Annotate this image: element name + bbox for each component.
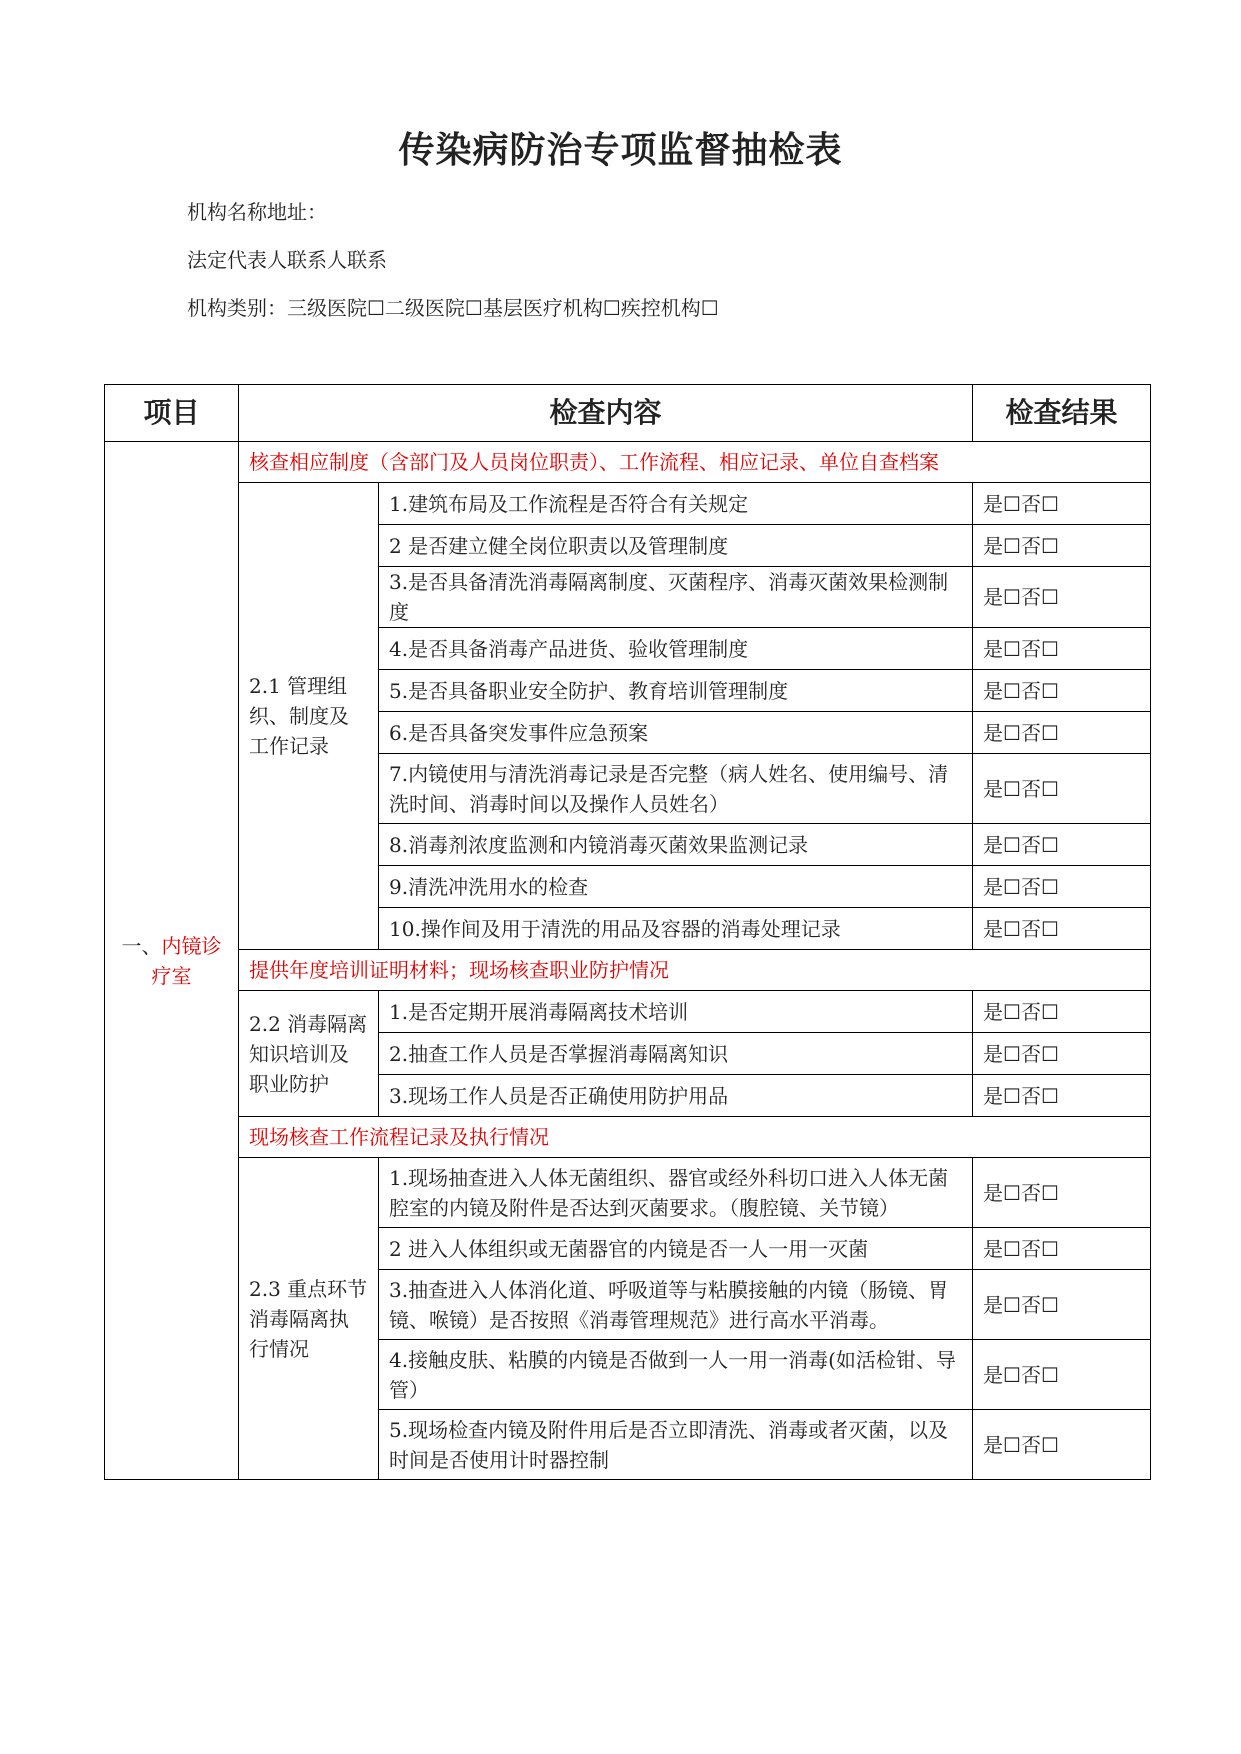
result-checkbox[interactable]: 是☐否☐ [973,866,1151,908]
result-checkbox[interactable]: 是☐否☐ [973,1075,1151,1117]
check-item: 5.现场检查内镜及附件用后是否立即清洗、消毒或者灭菌，以及时间是否使用计时器控制 [379,1410,973,1480]
result-checkbox[interactable]: 是☐否☐ [973,824,1151,866]
institution-category: 机构类别：三级医院☐二级医院☐基层医疗机构☐疾控机构☐ [187,296,719,320]
section-heading: 现场核查工作流程记录及执行情况 [239,1117,1151,1158]
header-project: 项目 [105,385,239,442]
result-checkbox[interactable]: 是☐否☐ [973,1228,1151,1270]
result-checkbox[interactable]: 是☐否☐ [973,525,1151,567]
subcategory-cell: 2.3 重点环节消毒隔离执行情况 [239,1158,379,1480]
check-item: 3.现场工作人员是否正确使用防护用品 [379,1075,973,1117]
header-result: 检查结果 [973,385,1151,442]
result-checkbox[interactable]: 是☐否☐ [973,483,1151,525]
check-item: 1.是否定期开展消毒隔离技术培训 [379,991,973,1033]
check-item: 3.是否具备清洗消毒隔离制度、灭菌程序、消毒灭菌效果检测制度 [379,567,973,628]
result-checkbox[interactable]: 是☐否☐ [973,991,1151,1033]
check-item: 2.抽查工作人员是否掌握消毒隔离知识 [379,1033,973,1075]
institution-name-address: 机构名称地址： [187,200,327,224]
legal-representative-contact: 法定代表人联系人联系 [187,248,387,272]
check-item: 10.操作间及用于清洗的用品及容器的消毒处理记录 [379,908,973,950]
category-prefix: 一、 [121,933,162,958]
result-checkbox[interactable]: 是☐否☐ [973,1033,1151,1075]
header-content: 检查内容 [239,385,973,442]
check-item: 2 进入人体组织或无菌器官的内镜是否一人一用一灭菌 [379,1228,973,1270]
result-checkbox[interactable]: 是☐否☐ [973,1340,1151,1410]
check-item: 4.接触皮肤、粘膜的内镜是否做到一人一用一消毒(如活检钳、导管） [379,1340,973,1410]
table-header-row [105,385,1151,442]
section-heading: 提供年度培训证明材料；现场核查职业防护情况 [239,950,1151,991]
result-checkbox[interactable]: 是☐否☐ [973,754,1151,824]
check-item: 4.是否具备消毒产品进货、验收管理制度 [379,628,973,670]
section-heading: 核查相应制度（含部门及人员岗位职责）、工作流程、相应记录、单位自查档案 [239,442,1151,483]
category-name: 内镜诊疗室 [151,933,222,988]
subcategory-cell: 2.1 管理组织、制度及工作记录 [239,483,379,950]
check-item: 6.是否具备突发事件应急预案 [379,712,973,754]
page-title: 传染病防治专项监督抽检表 [398,129,843,171]
inspection-table [104,384,1151,1480]
result-checkbox[interactable]: 是☐否☐ [973,628,1151,670]
check-item: 1.建筑布局及工作流程是否符合有关规定 [379,483,973,525]
check-item: 5.是否具备职业安全防护、教育培训管理制度 [379,670,973,712]
check-item: 1.现场抽查进入人体无菌组织、器官或经外科切口进入人体无菌腔室的内镜及附件是否达到灭菌要求。（腹腔镜、关节镜） [379,1158,973,1228]
subcategory-cell: 2.2 消毒隔离知识培训及职业防护 [239,991,379,1117]
result-checkbox[interactable]: 是☐否☐ [973,908,1151,950]
result-checkbox[interactable]: 是☐否☐ [973,1270,1151,1340]
check-item: 8.消毒剂浓度监测和内镜消毒灭菌效果监测记录 [379,824,973,866]
result-checkbox[interactable]: 是☐否☐ [973,1410,1151,1480]
category-cell [105,442,239,1480]
result-checkbox[interactable]: 是☐否☐ [973,712,1151,754]
result-checkbox[interactable]: 是☐否☐ [973,1158,1151,1228]
result-checkbox[interactable]: 是☐否☐ [973,567,1151,628]
check-item: 2 是否建立健全岗位职责以及管理制度 [379,525,973,567]
check-item: 3.抽查进入人体消化道、呼吸道等与粘膜接触的内镜（肠镜、胃镜、喉镜）是否按照《消毒管理规范》进行高水平消毒。 [379,1270,973,1340]
result-checkbox[interactable]: 是☐否☐ [973,670,1151,712]
check-item: 7.内镜使用与清洗消毒记录是否完整（病人姓名、使用编号、清洗时间、消毒时间以及操作人员姓名） [379,754,973,824]
check-item: 9.清洗冲洗用水的检查 [379,866,973,908]
